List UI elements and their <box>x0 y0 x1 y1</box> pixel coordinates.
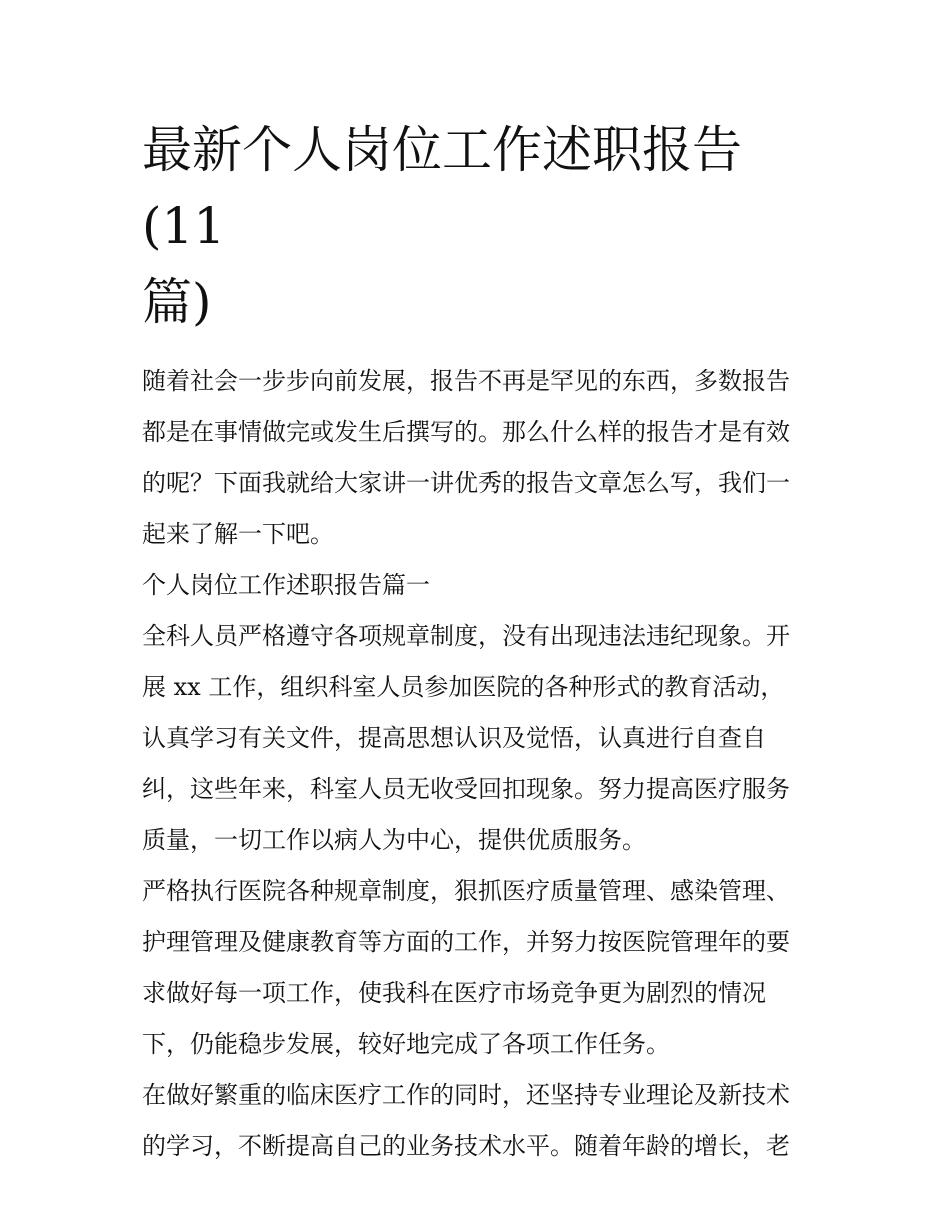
title-line-2: 篇) <box>142 273 212 331</box>
intro-line-4: 起来了解一下吧。 <box>142 520 334 548</box>
paragraph-1-line-2: 展 xx 工作，组织科室人员参加医院的各种形式的教育活动， <box>142 673 785 701</box>
intro-line-2: 都是在事情做完或发生后撰写的。那么什么样的报告才是有效 <box>142 418 790 446</box>
paragraph-2-line-3: 求做好每一项工作，使我科在医疗市场竞争更为剧烈的情况 <box>142 979 766 1007</box>
document-title <box>142 112 814 340</box>
intro-line-3: 的呢？下面我就给大家讲一讲优秀的报告文章怎么写，我们一 <box>142 469 790 497</box>
paragraph-2-line-4: 下，仍能稳步发展，较好地完成了各项工作任务。 <box>142 1030 670 1058</box>
paragraph-1-line-4: 纠，这些年来，科室人员无收受回扣现象。努力提高医疗服务 <box>142 775 790 803</box>
paragraph-3-line-1: 在做好繁重的临床医疗工作的同时，还坚持专业理论及新技术 <box>142 1081 790 1109</box>
title-line-1: 最新个人岗位工作述职报告(11 <box>142 121 742 255</box>
intro-line-1: 随着社会一步步向前发展，报告不再是罕见的东西，多数报告 <box>142 367 790 395</box>
section-heading: 个人岗位工作述职报告篇一 <box>142 571 430 599</box>
paragraph-1-line-3: 认真学习有关文件，提高思想认识及觉悟，认真进行自查自 <box>142 724 766 752</box>
paragraph-2-line-1: 严格执行医院各种规章制度，狠抓医疗质量管理、感染管理、 <box>142 877 790 905</box>
paragraph-1-line-1: 全科人员严格遵守各项规章制度，没有出现违法违纪现象。开 <box>142 622 790 650</box>
paragraph-2-line-2: 护理管理及健康教育等方面的工作，并努力按医院管理年的要 <box>142 928 790 956</box>
document-page <box>142 112 814 1172</box>
paragraph-3-line-2: 的学习，不断提高自己的业务技术水平。随着年龄的增长，老 <box>142 1132 790 1160</box>
paragraph-1-line-5: 质量，一切工作以病人为中心，提供优质服务。 <box>142 826 646 854</box>
document-body <box>142 356 814 1172</box>
